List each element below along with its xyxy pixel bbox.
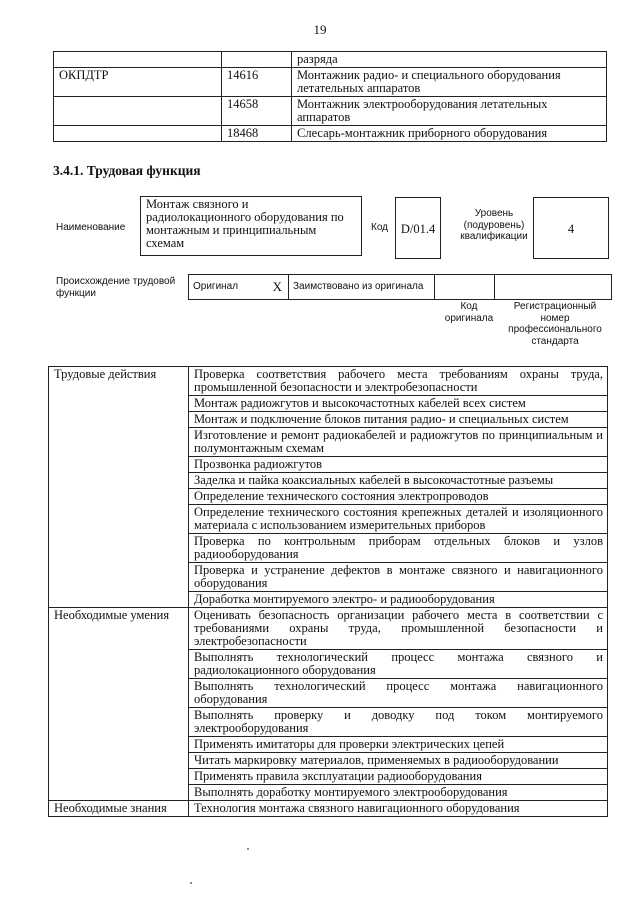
function-item: Определение технического состояния крепежных деталей и изоляционного материала с использованием измерительных приборов [189, 505, 608, 534]
qualification-level: 4 [533, 197, 609, 259]
code-original-cell [435, 275, 495, 299]
section-title: 3.4.1. Трудовая функция [53, 163, 201, 178]
function-table [48, 366, 608, 817]
function-item: Проверка соответствия рабочего места требованиям охраны труда, промышленной безопасности и электробезопасности [189, 367, 608, 396]
original-label: Оригинал [193, 281, 239, 292]
okpdtr-title-cell: разряда [292, 52, 607, 68]
function-item: Проверка и устранение дефектов в монтаже связного и навигационного оборудования [189, 563, 608, 592]
function-name: Монтаж связного и радиолокационного оборудования по монтажным и принципиальным схемам [140, 196, 362, 256]
okpdtr-name-cell: ОКПДТР [54, 68, 222, 97]
function-item: Изготовление и ремонт радиокабелей и радиожгутов по принципиальным и полумонтажным схемам [189, 428, 608, 457]
function-row [49, 801, 608, 817]
function-item: Монтаж и подключение блоков питания радио- и специальных систем [189, 412, 608, 428]
code-label: Код [371, 222, 389, 233]
origin-label: Происхождение трудовой функции [56, 276, 176, 299]
name-label: Наименование [56, 222, 126, 233]
function-item: Заделка и пайка коаксиальных кабелей в высокочастотные разъемы [189, 473, 608, 489]
okpdtr-name-cell [54, 126, 222, 142]
scan-dot [247, 848, 249, 850]
borrowed-cell [289, 275, 435, 299]
reg-number-label: Регистрационный номер профессионального стандарта [508, 301, 602, 347]
okpdtr-row [54, 52, 607, 68]
reg-number-cell [495, 275, 611, 299]
function-item: Оценивать безопасность организации рабочего места в соответствии с требованиями охраны труда, промышленной безопасности и электробезопасности [189, 608, 608, 650]
section-heading: Необходимые умения [49, 608, 189, 801]
okpdtr-code-cell: 14616 [222, 68, 292, 97]
okpdtr-row [54, 97, 607, 126]
function-row [49, 367, 608, 396]
origin-row [188, 274, 612, 300]
function-item: Определение технического состояния электропроводов [189, 489, 608, 505]
function-item: Выполнять доработку монтируемого электрооборудования [189, 785, 608, 801]
function-item: Применять имитаторы для проверки электрических цепей [189, 737, 608, 753]
function-item: Применять правила эксплуатации радиооборудования [189, 769, 608, 785]
okpdtr-title-cell: Слесарь-монтажник приборного оборудования [292, 126, 607, 142]
function-item: Доработка монтируемого электро- и радиооборудования [189, 592, 608, 608]
okpdtr-table [53, 51, 607, 142]
section-heading: Необходимые знания [49, 801, 189, 817]
function-item: Проверка по контрольным приборам отдельных блоков и узлов радиооборудования [189, 534, 608, 563]
function-item: Прозвонка радиожгутов [189, 457, 608, 473]
section-heading: Трудовые действия [49, 367, 189, 608]
function-item: Технология монтажа связного навигационного оборудования [189, 801, 608, 817]
okpdtr-row [54, 68, 607, 97]
level-label: Уровень (подуровень) квалификации [460, 208, 528, 242]
function-code: D/01.4 [395, 197, 441, 259]
okpdtr-title-cell: Монтажник электрооборудования летательных аппаратов [292, 97, 607, 126]
function-row [49, 608, 608, 650]
okpdtr-code-cell: 14658 [222, 97, 292, 126]
scan-dot [190, 882, 192, 884]
code-original-label: Код оригинала [444, 301, 494, 324]
okpdtr-name-cell [54, 97, 222, 126]
okpdtr-title-cell: Монтажник радио- и специального оборудования летательных аппаратов [292, 68, 607, 97]
okpdtr-code-cell: 18468 [222, 126, 292, 142]
okpdtr-row [54, 126, 607, 142]
page-number: 19 [313, 22, 327, 37]
function-item: Монтаж радиожгутов и высокочастотных кабелей всех систем [189, 396, 608, 412]
original-mark: X [272, 279, 282, 294]
borrowed-label: Заимствовано из оригинала [293, 281, 424, 292]
function-item: Выполнять проверку и доводку под током монтируемого электрооборудования [189, 708, 608, 737]
function-item: Выполнять технологический процесс монтажа навигационного оборудования [189, 679, 608, 708]
function-item: Читать маркировку материалов, применяемых в радиооборудовании [189, 753, 608, 769]
okpdtr-code-cell [222, 52, 292, 68]
function-item: Выполнять технологический процесс монтажа связного и радиолокационного оборудования [189, 650, 608, 679]
original-cell [189, 275, 289, 299]
okpdtr-name-cell [54, 52, 222, 68]
